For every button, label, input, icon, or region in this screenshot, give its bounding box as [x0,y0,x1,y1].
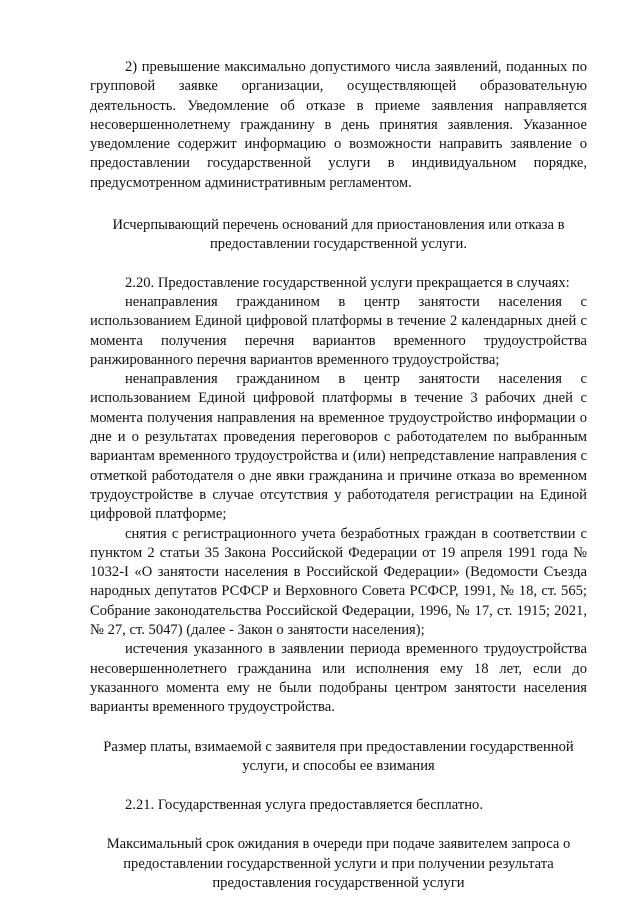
paragraph-2-20-case-2: ненаправления гражданином в центр занятости населения с использованием Единой цифровой платформы в течение 3 рабочих дней с момента получения направления на временное трудоустройство информации о дне и о результатах проведения переговоров с работодателем по выбранным вариантам временного трудоустройства и (или) непредставление направления с отметкой работодателя о дне явки гражданина и причине отказа во временном трудоустройстве в случае отсутствия у работодателя регистрации на Единой цифровой платформе; [90,371,587,523]
section-heading-waiting-time: Максимальный срок ожидания в очереди при подаче заявителем запроса о предоставлении государственной услуги и при получении результата предоставления государственной услуги [106,836,571,891]
section-heading-suspension: Исчерпывающий перечень оснований для приостановления или отказа в предоставлении государственной услуги. [112,217,565,253]
paragraph-2-20-intro: 2.20. Предоставление государственной услуги прекращается в случаях: [125,274,570,291]
paragraph-refusal-grounds-item-2: 2) превышение максимально допустимого числа заявлений, поданных по групповой заявке организации, осуществляющей образовательную деятельность. Уведомление об отказе в приеме заявления направляется несовершеннолетнему гражданину в день принятия заявления. Указанное уведомление содержит информацию о возможности направить заявление о предоставлении государственной услуги в индивидуальном порядке, предусмотренном административным регламентом. [90,59,587,191]
paragraph-2-20-case-1: ненаправления гражданином в центр занятости населения с использованием Единой цифровой платформы в течение 2 календарных дней с момента получения перечня вариантов временного трудоустройства ранжированного перечня вариантов временного трудоустройства; [90,293,587,368]
paragraph-2-21: 2.21. Государственная услуга предоставляется бесплатно. [125,797,484,814]
paragraph-2-20-case-4: истечения указанного в заявлении периода временного трудоустройства несовершеннолетнего гражданина или исполнения ему 18 лет, если до указанного момента ему не были подобраны центром занятости населения варианты временного трудоустройства. [90,641,587,716]
paragraph-2-20-case-3: снятия с регистрационного учета безработных граждан в соответствии с пунктом 2 статьи 35 Закона Российской Федерации от 19 апреля 1991 года № 1032-I «О занятости населения в Российской Федерации» (Ведомости Съезда народных депутатов РСФСР и Верховного Совета РСФСР, 1991, № 18, ст. 565; Собрание законодательства Российской Федерации, 1996, № 17, ст. 1915; 2021, № 27, ст. 5047) (далее - Закон о занятости населения); [90,525,587,639]
section-heading-fee: Размер платы, взимаемой с заявителя при предоставлении государственной услуги, и способы ее взимания [103,738,574,774]
